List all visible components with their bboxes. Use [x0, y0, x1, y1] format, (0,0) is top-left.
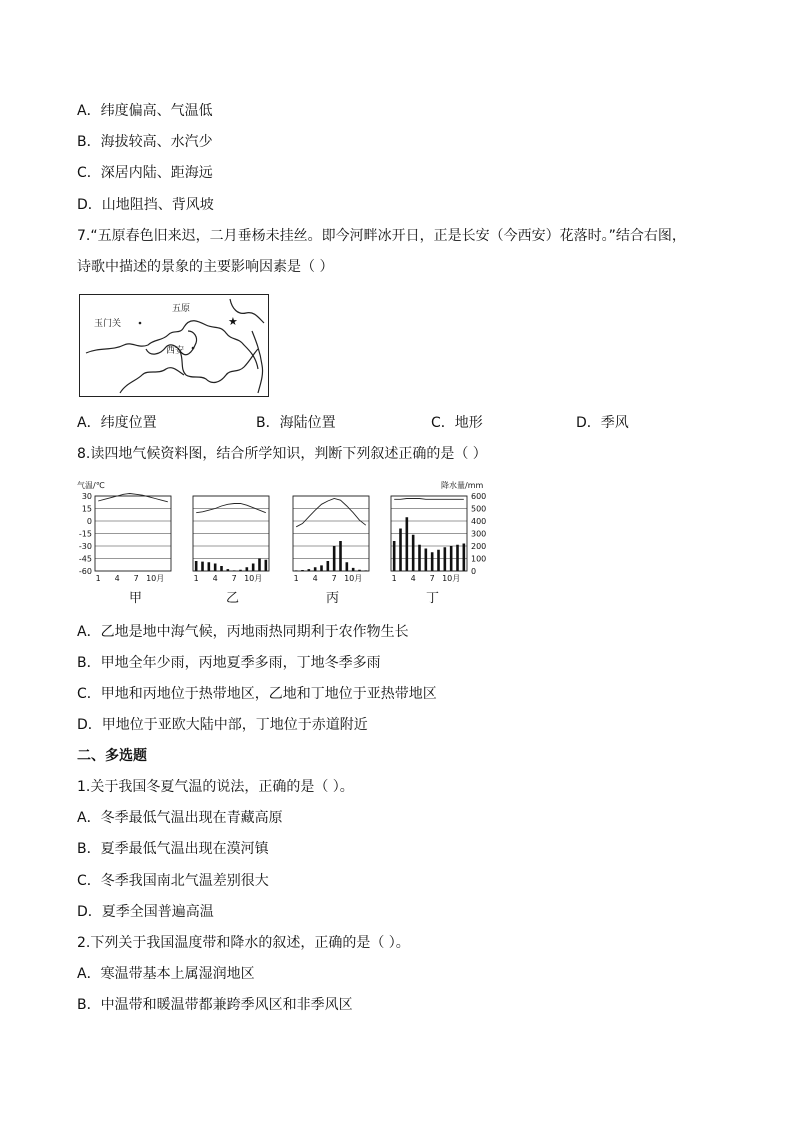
precip-bar: [358, 570, 361, 571]
q7-option-b: B．海陆位置: [256, 415, 336, 431]
precip-bar: [352, 568, 355, 571]
climate-panel: [293, 496, 369, 583]
yumenguan-dot: [139, 322, 142, 325]
month-tick-label: 10月: [146, 574, 165, 583]
m1-stem: 1.关于我国冬夏气温的说法，正确的是（ ）。: [77, 779, 354, 795]
month-tick-label: 1: [391, 574, 397, 583]
precip-bar: [346, 562, 349, 571]
precip-bar: [308, 569, 311, 571]
precip-bar: [365, 570, 368, 571]
precip-bar: [320, 565, 323, 571]
q6-option-c: C．深居内陆、距海远: [77, 165, 213, 181]
q6-option-b: B．海拔较高、水汽少: [77, 134, 213, 150]
climate-panel: [391, 496, 467, 583]
month-tick-label: 4: [312, 574, 318, 583]
q7-stem-line-2: 诗歌中描述的景象的主要影响因素是（ ）: [77, 259, 334, 275]
station-name-jia: 甲: [129, 591, 143, 606]
precip-bar: [425, 549, 428, 572]
map-label-yumenguan: 玉门关: [94, 319, 122, 329]
month-tick-label: 1: [193, 574, 199, 583]
precip-tick-label: 200: [471, 542, 487, 551]
temp-tick-label: -15: [78, 529, 92, 539]
q8-option-b: B．甲地全年少雨，丙地夏季多雨，丁地冬季多雨: [77, 655, 381, 671]
precip-bar: [233, 570, 236, 571]
climate-panel: [193, 496, 269, 583]
precip-bar: [418, 545, 421, 571]
precip-tick-label: 600: [471, 492, 487, 501]
q7-map: [79, 294, 269, 397]
station-name-ding: 丁: [426, 591, 440, 606]
temperature-curve: [394, 499, 464, 500]
precip-bar: [220, 566, 223, 571]
precip-bar: [246, 567, 249, 571]
xian-dot: [192, 347, 195, 350]
month-tick-label: 4: [410, 574, 416, 583]
q8-option-a: A．乙地是地中海气候，丙地雨热同期利于农作物生长: [77, 624, 409, 640]
star-icon: ★: [228, 315, 238, 328]
month-tick-label: 1: [95, 574, 101, 583]
q7-option-a: A．纬度位置: [77, 415, 157, 431]
precip-bar: [431, 552, 434, 571]
precip-bar: [301, 570, 304, 571]
q6-option-d: D．山地阻挡、背风坡: [77, 197, 214, 213]
temperature-curve: [196, 504, 266, 513]
temp-tick-label: -30: [78, 542, 92, 551]
precip-bar: [295, 570, 298, 571]
precip-bar: [239, 570, 242, 571]
month-tick-label: 10月: [442, 574, 461, 583]
m2-option-a: A．寒温带基本上属湿润地区: [77, 966, 255, 982]
precip-tick-label: 500: [471, 504, 487, 514]
temperature-curve: [296, 499, 366, 527]
q8-stem: 8.读四地气候资料图，结合所学知识，判断下列叙述正确的是（ ）: [77, 446, 487, 462]
temp-tick-label: -60: [78, 567, 92, 576]
precip-bar: [406, 517, 409, 571]
q8-option-d: D．甲地位于亚欧大陆中部，丁地位于赤道附近: [77, 717, 368, 733]
q7-stem-line-1: 7.“五原春色旧来迟，二月垂杨未挂丝。即今河畔冰开日，正是长安（今西安）花落时。”结合右图，: [77, 228, 686, 244]
q7-option-d: D．季风: [576, 415, 629, 431]
climate-chart-svg: [77, 480, 487, 590]
precip-bar: [437, 550, 440, 571]
precip-bar: [214, 564, 217, 572]
precip-bar: [463, 544, 466, 572]
precip-bar: [393, 541, 396, 571]
m1-option-a: A．冬季最低气温出现在青藏高原: [77, 810, 283, 826]
temp-tick-label: -45: [78, 554, 92, 564]
section-heading: 二、多选题: [77, 748, 147, 764]
precip-bar: [258, 559, 261, 572]
precip-bar: [399, 529, 402, 572]
precip-bar: [412, 535, 415, 571]
precip-tick-label: 0: [471, 567, 477, 576]
precip-tick-label: 400: [471, 517, 487, 526]
month-tick-label: 7: [429, 574, 435, 583]
m2-stem: 2.下列关于我国温度带和降水的叙述，正确的是（ ）。: [77, 935, 410, 951]
station-name-bing: 丙: [326, 591, 340, 606]
precip-tick-label: 100: [471, 554, 487, 564]
month-tick-label: 7: [133, 574, 139, 583]
month-tick-label: 7: [331, 574, 337, 583]
temp-tick-label: 15: [81, 504, 92, 514]
month-tick-label: 4: [212, 574, 218, 583]
m1-option-c: C．冬季我国南北气温差别很大: [77, 873, 269, 889]
m2-option-b: B．中温带和暖温带都兼跨季风区和非季风区: [77, 997, 353, 1013]
temp-tick-label: 30: [81, 492, 92, 501]
precip-bar: [201, 562, 204, 571]
precip-bar: [314, 567, 317, 571]
month-tick-label: 10月: [344, 574, 363, 583]
precip-bar: [450, 546, 453, 571]
m1-option-d: D．夏季全国普遍高温: [77, 904, 214, 920]
precip-bar: [208, 562, 211, 571]
temp-tick-label: 0: [86, 517, 92, 526]
precip-bar: [227, 569, 230, 571]
temperature-curve: [98, 494, 168, 502]
precip-bar: [444, 547, 447, 571]
station-name-yi: 乙: [226, 591, 240, 606]
month-tick-label: 10月: [244, 574, 263, 583]
climate-panel: [95, 494, 171, 584]
m1-option-b: B．夏季最低气温出现在漠河镇: [77, 841, 269, 857]
precip-tick-label: 300: [471, 529, 487, 539]
q8-option-c: C．甲地和丙地位于热带地区，乙地和丁地位于亚热带地区: [77, 686, 437, 702]
map-label-xian: 西安: [166, 346, 185, 356]
month-tick-label: 1: [293, 574, 299, 583]
precip-bar: [265, 560, 268, 571]
precip-bar: [195, 561, 198, 571]
q7-option-c: C．地形: [431, 415, 483, 431]
precip-bar: [252, 564, 255, 572]
precip-bar: [339, 541, 342, 571]
precip-axis-label: 降水量/mm: [441, 481, 484, 490]
month-tick-label: 7: [231, 574, 237, 583]
precip-bar: [456, 545, 459, 571]
month-tick-label: 4: [114, 574, 120, 583]
temp-axis-label: 气温/℃: [77, 481, 105, 490]
precip-bar: [333, 546, 336, 571]
precip-bar: [327, 561, 330, 571]
map-label-wuyuan: 五原: [172, 304, 191, 314]
q6-option-a: A．纬度偏高、气温低: [77, 103, 213, 119]
